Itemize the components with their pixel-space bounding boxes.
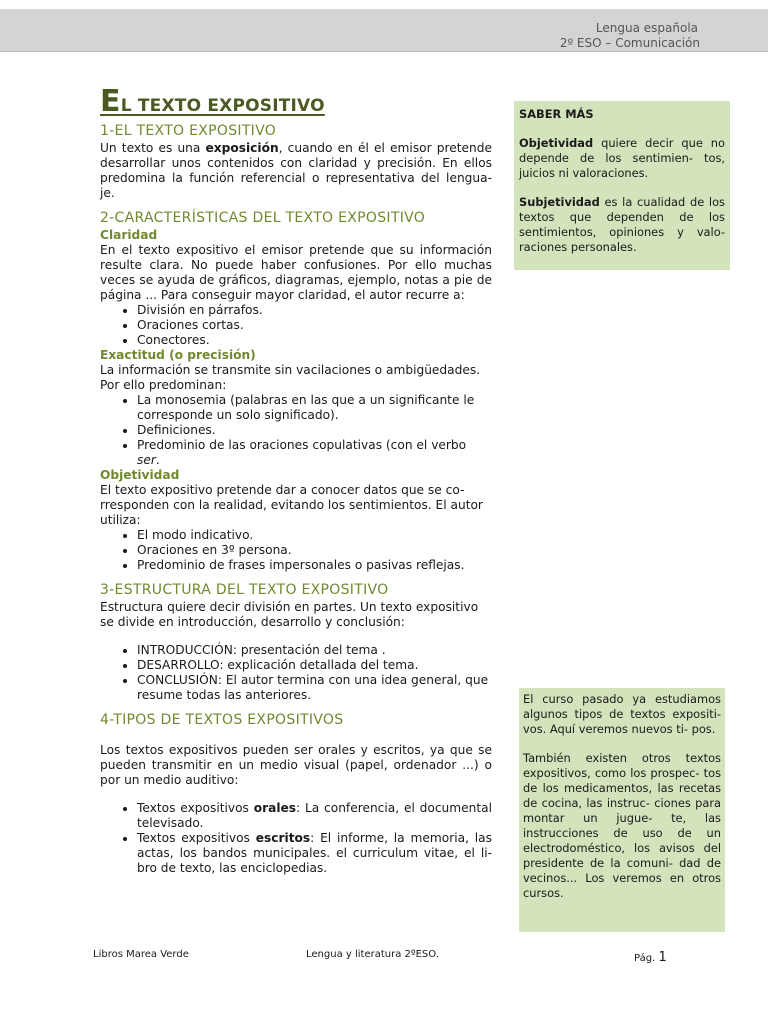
text-run: Textos expositivos: [137, 831, 256, 845]
text-run: .: [155, 453, 160, 467]
bold-term: Subjetividad: [519, 195, 600, 209]
section-3-heading: 3-ESTRUCTURA DEL TEXTO EXPOSITIVO: [100, 582, 389, 598]
list-item: • El modo indicativo.: [137, 528, 492, 543]
section-4-paragraph: Los textos expositivos pueden ser orales y escritos, ya que se pueden transmitir en un medio visual (papel, ordenador ...) o por un medio auditivo:: [100, 743, 492, 787]
text-run: Un texto es una: [100, 141, 206, 155]
objetividad-note: [519, 136, 725, 181]
bold-term: Objetividad: [519, 136, 594, 150]
main-column: [100, 84, 492, 876]
section-2-heading: 2-CARACTERÍSTICAS DEL TEXTO EXPOSITIVO: [100, 210, 426, 226]
list-item: • Oraciones en 3º persona.: [137, 543, 492, 558]
header-subject: Lengua española: [595, 21, 698, 35]
list-item: [137, 801, 492, 831]
list-item: • Definiciones.: [137, 423, 492, 438]
saber-mas-box: [514, 101, 730, 270]
title-initial: E: [100, 84, 121, 119]
section-3-paragraph: Estructura quiere decir división en partes. Un texto expositivo se divide en introducción, desarrollo y conclusión:: [100, 600, 479, 629]
list-item: • División en párrafos.: [137, 303, 492, 318]
text-run: , cuando en él el emisor pretende desarrollar unos contenidos con claridad y precisión. En ellos predomina la función referencial o representativa del lengua- je.: [100, 141, 492, 200]
text-run: Predominio de las oraciones copulativas (con el verbo: [137, 438, 467, 452]
claridad-paragraph: En el texto expositivo el emisor pretende que su información resulte clara. No puede haber confusiones. Por ello muchas veces se ayuda de gráficos, diagramas, ejemplo, notas a pie de página ... Para conseguir mayor claridad, el autor recurre a:: [100, 243, 492, 302]
curso-pasado-note: El curso pasado ya estudiamos algunos tipos de textos expositi- vos. Aquí veremos nuevos ti- pos.: [523, 692, 721, 736]
objetividad-paragraph: El texto expositivo pretende dar a conocer datos que se co- rresponden con la realidad, evitando los sentimientos. El autor utiliza:: [100, 483, 483, 527]
exactitud-paragraph: La información se transmite sin vacilaciones o ambigüedades. Por ello predominan:: [100, 363, 481, 392]
spacer: [519, 181, 725, 195]
claridad-list: [100, 303, 492, 348]
text-run: es la cualidad de los textos que dependen de los sentimientos, opiniones y valo- raciones personales.: [519, 195, 725, 254]
list-item: • Oraciones cortas.: [137, 318, 492, 333]
header-course: 2º ESO – Comunicación: [559, 36, 700, 50]
text-run: : La conferencia, el documental televisado.: [137, 801, 492, 830]
list-item: • Conectores.: [137, 333, 492, 348]
text-run: : El informe, la memoria, las actas, los bandos municipales. el curriculum vitae, el li- bro de texto, las enciclopedias.: [137, 831, 492, 875]
section-4-heading: 4-TIPOS DE TEXTOS EXPOSITIVOS: [100, 712, 344, 728]
italic-term: ser: [137, 453, 156, 467]
page-label: Pág.: [634, 953, 656, 964]
exactitud-heading: Exactitud (o precisión): [100, 348, 256, 362]
bold-term: escritos: [255, 831, 311, 845]
list-item: • La monosemia (palabras en las que a un significante le corresponde un solo significado).: [137, 393, 492, 423]
objetividad-heading: Objetividad: [100, 468, 180, 482]
list-item: • DESARROLLO: explicación detallada del tema.: [137, 658, 492, 673]
bold-term: orales: [253, 801, 297, 815]
types-list: [100, 801, 492, 876]
exactitud-list: [100, 393, 492, 468]
subjetividad-note: [519, 195, 725, 255]
footer-page: [634, 950, 667, 965]
page-header: [0, 9, 768, 52]
claridad-heading: Claridad: [100, 228, 158, 242]
spacer: [100, 730, 492, 743]
otros-textos-note: También existen otros textos expositivos, como los prospec- tos de los medicamentos, las recetas de cocina, las instruc- ciones para montar un jugue- te, las instrucciones de uso de un electrodoméstico, los avisos del presidente de la comuni- dad de vecinos... Los veremos en otros cursos.: [523, 751, 721, 900]
list-item: • INTRODUCCIÓN: presentación del tema .: [137, 643, 492, 658]
spacer: [523, 737, 721, 751]
page-number: 1: [658, 950, 667, 965]
footer-book: Lengua y literatura 2ºESO.: [306, 949, 439, 960]
list-item: [137, 831, 492, 876]
footer-publisher: Libros Marea Verde: [93, 949, 189, 960]
list-item: • Predominio de frases impersonales o pasivas reflejas.: [137, 558, 492, 573]
curso-pasado-box: [519, 688, 725, 932]
document-title: [100, 84, 492, 119]
saber-mas-title: SABER MÁS: [519, 107, 594, 121]
title-rest: L TEXTO EXPOSITIVO: [120, 96, 325, 116]
structure-list: [100, 643, 492, 703]
spacer: [100, 788, 492, 801]
text-run: quiere decir que no depende de los sentimien- tos, juicios ni valoraciones.: [519, 136, 725, 180]
objetividad-list: [100, 528, 492, 573]
list-item: [137, 438, 492, 468]
list-item: • CONCLUSIÓN: El autor termina con una idea general, que resume todas las anteriores.: [137, 673, 492, 703]
section-1-heading: 1-EL TEXTO EXPOSITIVO: [100, 123, 277, 139]
text-run: Textos expositivos: [137, 801, 254, 815]
spacer: [100, 630, 492, 643]
section-1-paragraph: [100, 141, 492, 201]
bold-term: exposición: [205, 141, 279, 155]
